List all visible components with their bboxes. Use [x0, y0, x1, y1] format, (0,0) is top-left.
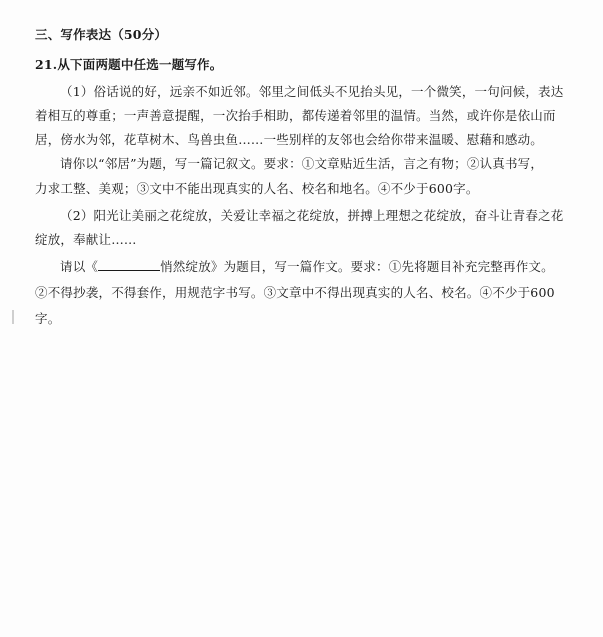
prompt1-line4: 请你以“邻居”为题，写一篇记叙文。要求：①文章贴近生活，言之有物；②认真书写， [60, 156, 544, 171]
prompt2-line1: （2）阳光让美丽之花绽放，关爱让幸福之花绽放，拼搏上理想之花绽放，奋斗让青春之花 [60, 208, 564, 223]
prompt1-line3: 居，傍水为邻，花草树木、鸟兽虫鱼……一些别样的友邻也会给你带来温暖、慰藉和感动。 [35, 132, 544, 147]
title-blank [98, 258, 160, 271]
section-heading: 三、写作表达（50分） [35, 27, 168, 42]
prompt2-line3 [60, 258, 554, 276]
title-suffix: 悄然绽放》为题目，写一篇作文。要求：①先将题目补充完整再作文。 [160, 259, 554, 274]
scan-mark [12, 310, 14, 324]
prompt2-line2: 绽放，奉献让…… [35, 232, 137, 247]
prompt2-line4: ②不得抄袭，不得套作，用规范字书写。③文章中不得出现真实的人名、校名。④不少于600 [35, 285, 555, 300]
title-prefix: 请以《 [60, 259, 99, 274]
prompt1-line5: 力求工整、美观；③文中不能出现真实的人名、校名和地名。④不少于600字。 [35, 181, 479, 196]
prompt2-line5: 字。 [35, 311, 61, 326]
question-stem: 21.从下面两题中任选一题写作。 [35, 57, 223, 72]
prompt1-line2: 着相互的尊重；一声善意提醒，一次抬手相助，都传递着邻里的温情。当然，或许你是依山而 [35, 108, 556, 123]
prompt1-line1: （1）俗话说的好，远亲不如近邻。邻里之间低头不见抬头见，一个微笑，一句问候，表达 [60, 84, 564, 99]
